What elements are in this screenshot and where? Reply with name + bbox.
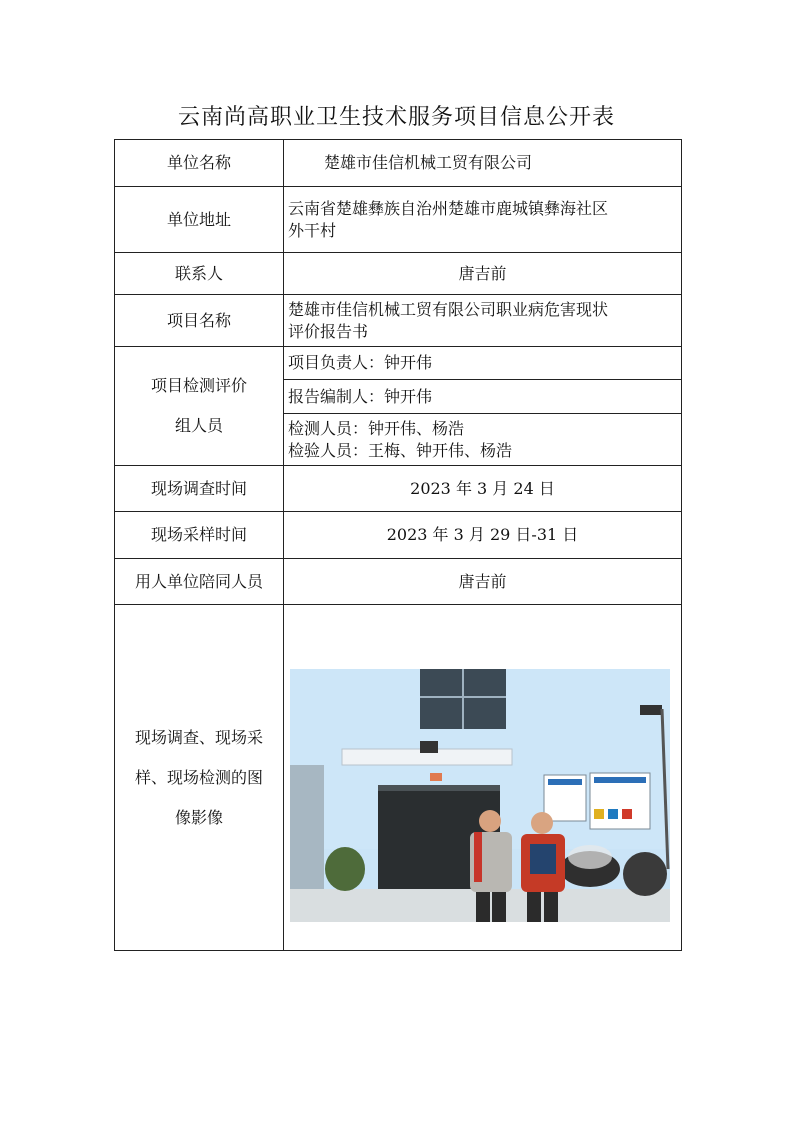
site-photo-svg: [290, 669, 670, 922]
label-images: [115, 605, 284, 951]
site-photo: [290, 669, 670, 922]
small-sign: [430, 773, 442, 781]
person-1-head: [479, 810, 501, 832]
value-accompany: 唐吉前: [284, 559, 682, 605]
row-unit-name: [115, 140, 682, 187]
label-sampling-time: 现场采样时间: [115, 512, 284, 559]
row-sampling-time: [115, 512, 682, 559]
project-line-2: 评价报告书: [288, 321, 369, 341]
wall-lamp: [420, 741, 438, 753]
value-team-writer: 报告编制人：钟开伟: [284, 380, 682, 414]
page-title: 云南尚高职业卫生技术服务项目信息公开表: [177, 105, 615, 130]
project-line-1: 楚雄市佳信机械工贸有限公司职业病危害现状: [288, 299, 609, 319]
label-contact: 联系人: [115, 253, 284, 295]
value-sampling-time: 2023 年 3 月 29 日-31 日: [284, 512, 682, 559]
images-label-line-1: 现场调查、现场采: [134, 727, 263, 747]
scooter-2: [623, 852, 667, 896]
value-team-detectors: [284, 414, 682, 466]
images-cell: [284, 605, 682, 951]
lamp: [640, 705, 662, 715]
address-line-1: 云南省楚雄彝族自治州楚雄市鹿城镇彝海社区: [288, 198, 609, 218]
value-unit-address: [284, 187, 682, 253]
team-label-line-1: 项目检测评价: [150, 376, 247, 395]
label-accompany: 用人单位陪同人员: [115, 559, 284, 605]
images-label-line-2: 样、现场检测的图: [134, 767, 263, 787]
address-line-2: 外干村: [288, 220, 337, 240]
label-project-name: 项目名称: [115, 295, 284, 347]
label-team: [115, 347, 284, 466]
inspectors-line: 检验人员：王梅、钟开伟、杨浩: [288, 440, 513, 460]
value-contact: 唐吉前: [284, 253, 682, 295]
person-2-head: [531, 812, 553, 834]
value-project-name: [284, 295, 682, 347]
plant: [325, 847, 365, 891]
row-team-leader: [115, 347, 682, 380]
row-accompany: [115, 559, 682, 605]
team-label-line-2: 组人员: [174, 416, 223, 435]
left-shed: [290, 765, 324, 895]
row-survey-time: [115, 466, 682, 512]
value-unit-name: 楚雄市佳信机械工贸有限公司: [284, 140, 682, 187]
row-project-name: [115, 295, 682, 347]
label-unit-name: 单位名称: [115, 140, 284, 187]
label-survey-time: 现场调查时间: [115, 466, 284, 512]
detectors-line: 检测人员：钟开伟、杨浩: [288, 418, 465, 438]
value-survey-time: 2023 年 3 月 24 日: [284, 466, 682, 512]
value-team-leader: 项目负责人：钟开伟: [284, 347, 682, 380]
info-table: [114, 139, 682, 951]
images-label-line-3: 像影像: [174, 807, 223, 827]
row-contact: [115, 253, 682, 295]
row-unit-address: [115, 187, 682, 253]
row-images: [115, 605, 682, 951]
label-unit-address: 单位地址: [115, 187, 284, 253]
